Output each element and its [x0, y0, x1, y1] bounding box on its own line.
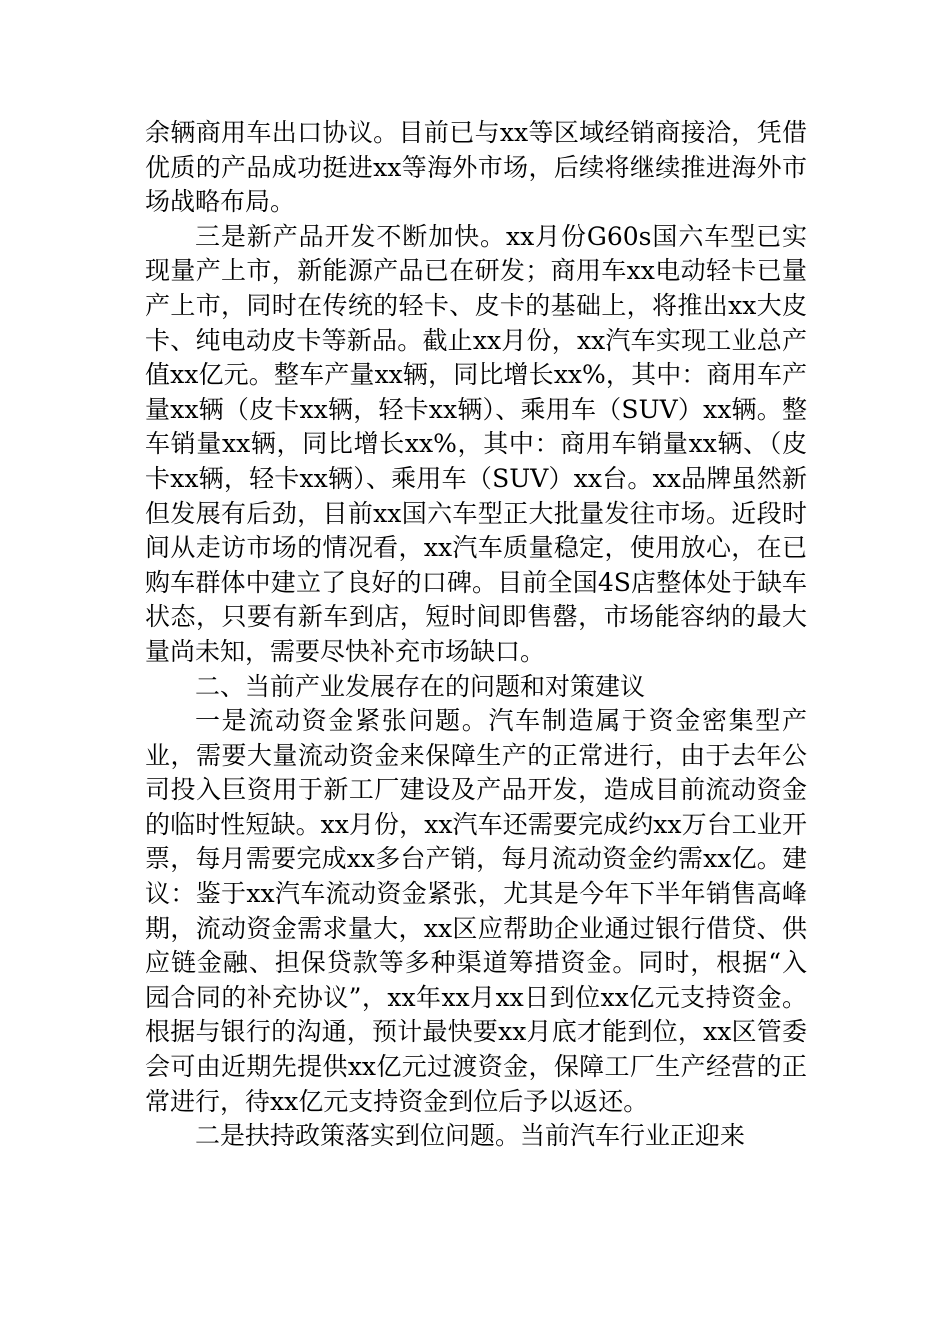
section-heading: 二、当前产业发展存在的问题和对策建议: [195, 671, 646, 701]
paragraph-continuation: 余辆商用车出口协议。目前已与xx等区域经销商接洽，凭借优质的产品成功挺进xx等海外市场，后续将继续推进海外市场战略布局。: [145, 118, 807, 217]
paragraph-new-products: 三是新产品开发不断加快。xx月份G60s国六车型已实现量产上市，新能源产品已在研发；商用车xx电动轻卡已量产上市，同时在传统的轻卡、皮卡的基础上，将推出xx大皮卡、纯电动皮卡等新品。截止xx月份，xx汽车实现工业总产值xx亿元。整车产量xx辆，同比增长xx%，其中：商用车产量xx辆（皮卡xx辆，轻卡xx辆）、乘用车（SUV）xx辆。整车销量xx辆，同比增长xx%，其中：商用车销量xx辆、（皮卡xx辆，轻卡xx辆）、乘用车（SUV）xx台。xx品牌虽然新但发展有后劲，目前xx国六车型正大批量发往市场。近段时间从走访市场的情况看，xx汽车质量稳定，使用放心，在已购车群体中建立了良好的口碑。目前全国4S店整体处于缺车状态，只要有新车到店，短时间即售罄，市场能容纳的最大量尚未知，需要尽快补充市场缺口。: [145, 221, 807, 666]
document-body: [145, 116, 807, 1154]
paragraph-working-capital: 一是流动资金紧张问题。汽车制造属于资金密集型产业，需要大量流动资金来保障生产的正常进行，由于去年公司投入巨资用于新工厂建设及产品开发，造成目前流动资金的临时性短缺。xx月份，xx汽车还需要完成约xx万台工业开票，每月需要完成xx多台产销，每月流动资金约需xx亿。建议：鉴于xx汽车流动资金紧张，尤其是今年下半年销售高峰期，流动资金需求量大，xx区应帮助企业通过银行借贷、供应链金融、担保贷款等多种渠道筹措资金。同时，根据“入园合同的补充协议”，xx年xx月xx日到位xx亿元支持资金。根据与银行的沟通，预计最快要xx月底才能到位，xx区管委会可由近期先提供xx亿元过渡资金，保障工厂生产经营的正常进行，待xx亿元支持资金到位后予以返还。: [145, 706, 807, 1116]
paragraph-policy-support: 二是扶持政策落实到位问题。当前汽车行业正迎来: [195, 1121, 746, 1151]
